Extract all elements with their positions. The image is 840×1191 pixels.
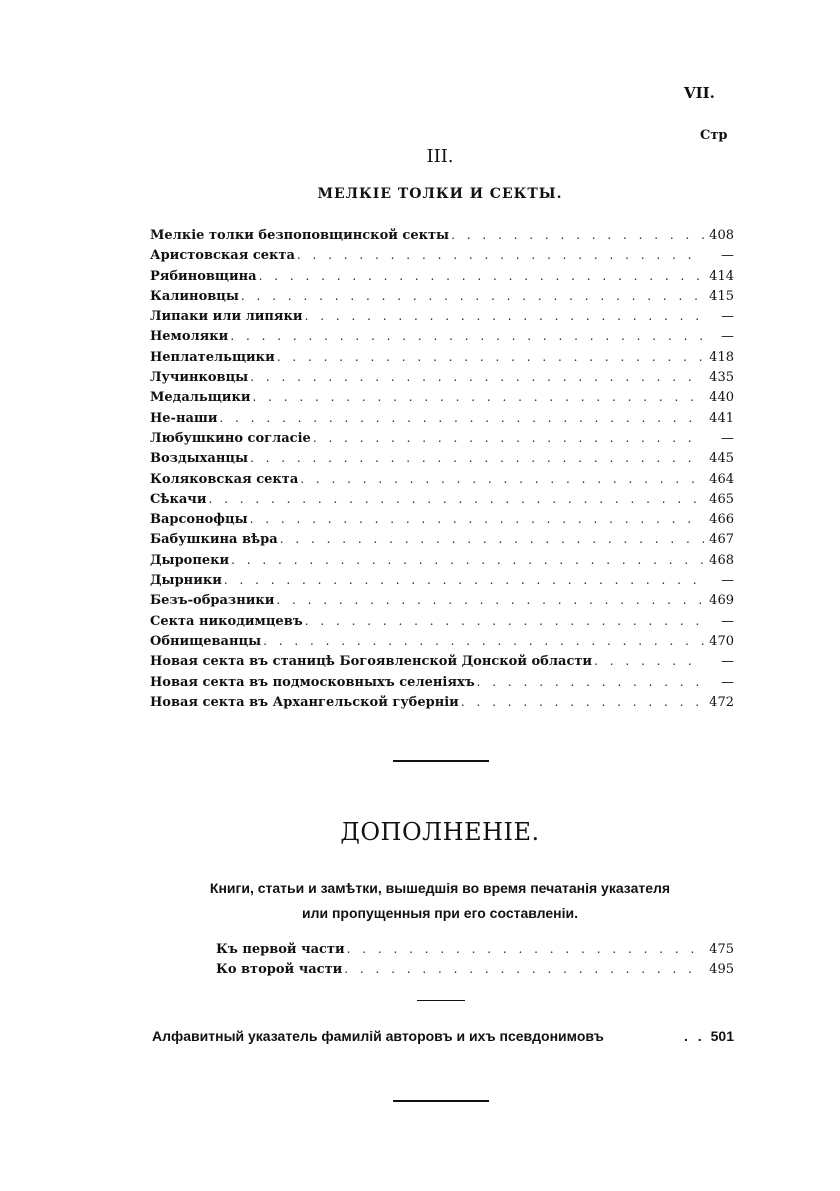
toc-entry-dot-leader [295,248,704,262]
toc-entry-title: Любушкино согласiе [150,430,311,446]
supplement-part-entry [216,942,734,962]
toc-entry-dot-leader [303,614,704,628]
toc-entry [150,370,734,390]
toc-entry-dot-leader [239,289,704,303]
toc-entry-page: 415 [709,288,734,304]
toc-entry-dot-leader [278,532,704,546]
toc-entry-dot-leader [222,573,704,587]
toc-entry-title: Липаки или липяки [150,309,303,325]
toc-entry-title: Калиновцы [150,288,239,304]
supplement-part-entry-title: Ко второй части [216,962,343,978]
toc-entry-title: Дыропеки [150,552,230,568]
toc-entry-title: Варсонофцы [150,512,248,528]
toc-entry-page: 435 [709,370,734,386]
toc-entry [150,695,734,715]
toc-entry-dot-leader [274,593,704,607]
supplement-subtitle-line: Книги, статьи и замѣтки, вышедшiя во время печатанiя указателя [209,880,671,896]
toc-entry [150,451,734,471]
toc-entry-title: Не-наши [150,410,218,426]
author-index-page: 501 [710,1028,734,1044]
toc-entry-dot-leader [449,228,704,242]
toc-entry-dot-leader [257,269,704,283]
supplement-part-entry [216,962,734,982]
toc-entry-page: 465 [709,491,734,507]
toc-entry-dot-leader [248,512,704,526]
toc-entry-page: 440 [709,390,734,406]
toc-entry-page: 467 [709,532,734,548]
toc-entry [150,492,734,512]
toc-entry-title: Лучинковцы [150,370,249,386]
toc-entry-dot-leader [275,350,704,364]
toc-entry-page: 466 [709,512,734,528]
toc-entry-page: 470 [709,633,734,649]
section-title: МЕЛКIЕ ТОЛКИ И СЕКТЫ. [317,186,563,202]
toc-entry-page: 468 [709,552,734,568]
toc-entry-dot-leader [248,370,704,384]
toc-entry-dot-leader [228,329,704,343]
toc-entry-title: Новая секта въ Архангельской губернiи [150,694,459,710]
toc-entry-dot-leader [248,451,704,465]
section-number: III. [426,146,454,167]
toc-entry-page: 445 [709,451,734,467]
toc-entry-title: Бабушкина вѣра [150,532,278,548]
toc-entry-title: Воздыханцы [150,451,248,467]
toc-entry-page: — [721,248,734,264]
toc-entry-dot-leader [229,553,704,567]
toc-entry [150,329,734,349]
toc-entry [150,593,734,613]
toc-entry-page: — [721,573,734,589]
toc-entry-page: 441 [709,410,734,426]
toc-entry-title: Рябиновщина [150,268,257,284]
supplement-subtitle [152,876,728,926]
toc-entry-page: 414 [709,268,734,284]
toc-entry [150,512,734,532]
toc-entry-dot-leader [459,695,704,709]
toc-entry [150,289,734,309]
toc-entry [150,553,734,573]
toc-entry-page: 408 [709,228,734,243]
toc-entry-page: — [721,613,734,629]
toc-entry-title: Аристовская секта [150,248,295,264]
supplement-part-entry-page: 475 [709,942,734,957]
toc-entry-dot-leader [592,654,704,668]
toc-entry [150,654,734,674]
author-index-dots: . . [683,1028,705,1044]
toc-entry-page: — [721,309,734,325]
toc-entry-title: Медальщики [150,390,251,406]
toc-entry-page: — [721,654,734,670]
toc-entry [150,634,734,654]
pages-column-label: Стр [700,128,728,143]
toc-entry-title: Дырники [150,573,222,589]
toc-entry [150,614,734,634]
toc-entry-title: Новая секта въ станицѣ Богоявленской Донской области [150,654,593,670]
toc-entry-dot-leader [303,309,704,323]
toc-entry-title: Коляковская секта [150,471,299,487]
divider-rule [393,760,489,762]
toc-entry [150,390,734,410]
toc-entry-dot-leader [298,472,704,486]
table-of-contents [150,228,734,715]
supplement-part-entry-title: Къ первой части [216,942,345,957]
toc-entry [150,228,734,248]
supplement-subtitle-line: или пропущенныя при его составленiи. [301,905,579,921]
toc-entry-dot-leader [218,411,704,425]
toc-entry-title: Сѣкачи [150,491,207,507]
toc-entry-title: Безъ-образники [150,593,275,609]
toc-entry [150,269,734,289]
divider-rule [393,1100,489,1102]
toc-entry-page: 472 [709,694,734,710]
toc-entry-page: 464 [709,471,734,487]
supplement-title: ДОПОЛНЕНIЕ. [340,818,540,846]
toc-entry-dot-leader [261,634,704,648]
toc-entry-page: 418 [709,349,734,365]
toc-entry-page: — [721,674,734,690]
toc-entry [150,675,734,695]
toc-entry-title: Секта никодимцевъ [150,613,303,629]
supplement-part-entry-dot-leader [342,962,704,976]
author-index-entry [152,1028,734,1044]
toc-entry-page: — [721,430,734,446]
toc-entry-dot-leader [250,390,704,404]
toc-entry-title: Неплательщики [150,349,275,365]
supplement-part-entry-dot-leader [345,942,704,956]
page-number: VII. [684,84,715,102]
toc-entry [150,532,734,552]
supplement-part-entry-page: 495 [709,962,734,978]
toc-entry [150,573,734,593]
divider-rule-short [417,1000,465,1001]
author-index-title: Алфавитный указатель фамилiй авторовъ и ихъ псевдонимовъ [152,1028,604,1044]
toc-entry-dot-leader [475,675,704,689]
toc-entry [150,472,734,492]
toc-entry-title: Немоляки [150,329,229,345]
toc-entry [150,248,734,268]
toc-entry-title: Новая секта въ подмосковныхъ селенiяхъ [150,674,475,690]
toc-entry-dot-leader [311,431,704,445]
toc-entry-title: Мелкiе толки безпоповщинской секты [150,228,450,243]
toc-entry [150,431,734,451]
toc-entry [150,309,734,329]
supplement-parts-list [216,942,734,983]
toc-entry-page: 469 [709,593,734,609]
toc-entry [150,350,734,370]
toc-entry-dot-leader [206,492,704,506]
toc-entry-page: — [721,329,734,345]
toc-entry [150,411,734,431]
toc-entry-title: Обнищеванцы [150,633,262,649]
